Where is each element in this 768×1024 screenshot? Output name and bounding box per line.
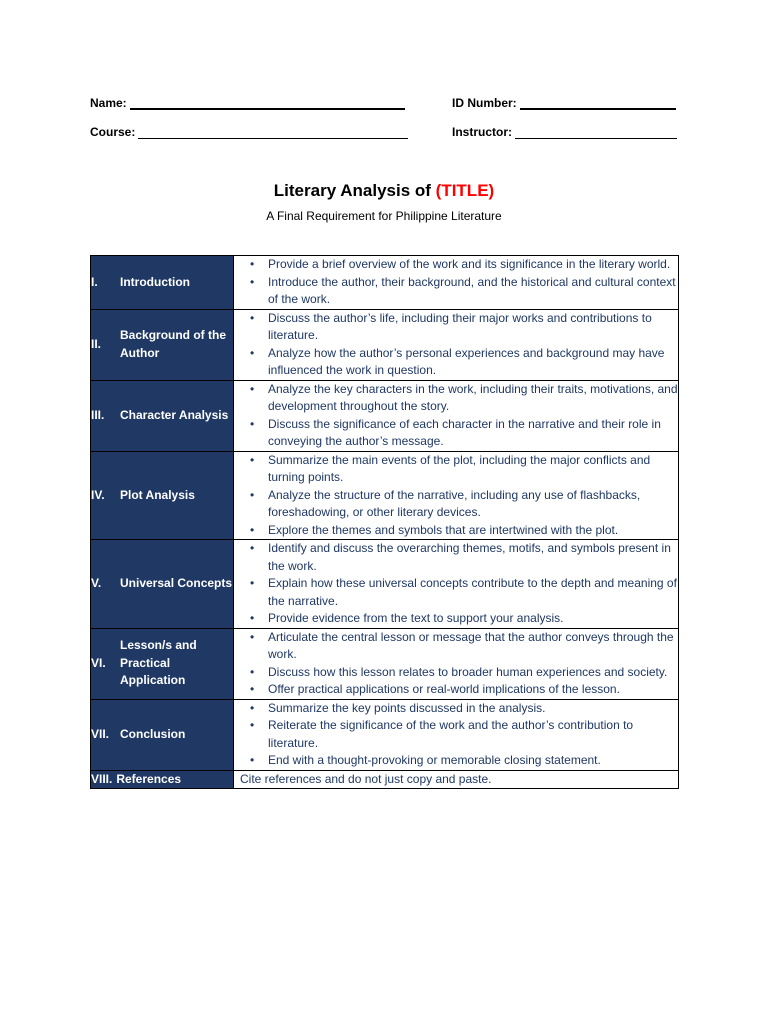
list-item: • Discuss the author’s life, including their major works and contributions to literature.	[268, 310, 678, 345]
section-content-cell	[234, 380, 679, 451]
table-row	[91, 540, 679, 629]
section-heading	[91, 726, 233, 744]
section-content-cell	[234, 309, 679, 380]
section-heading-cell	[91, 628, 234, 699]
list-item: • Summarize the key points discussed in the analysis.	[268, 700, 678, 718]
list-item: • Discuss how this lesson relates to broader human experiences and society.	[268, 664, 678, 682]
table-row	[91, 699, 679, 770]
analysis-outline-table	[90, 255, 679, 789]
title-placeholder: (TITLE)	[435, 181, 495, 200]
list-item: • Summarize the main events of the plot, including the major conflicts and turning points.	[268, 452, 678, 487]
section-content-cell	[234, 770, 679, 789]
id-number-label: ID Number:	[452, 96, 517, 110]
document-subtitle: A Final Requirement for Philippine Literature	[266, 209, 502, 223]
name-label: Name:	[90, 96, 127, 110]
document-title	[0, 181, 768, 201]
section-heading-cell	[91, 380, 234, 451]
id-number-field[interactable]	[452, 94, 676, 110]
id-number-blank-line[interactable]	[520, 96, 676, 110]
section-label: References	[116, 771, 182, 786]
table-row	[91, 628, 679, 699]
course-blank-line[interactable]	[138, 126, 408, 139]
bullet-list	[234, 310, 678, 380]
section-heading	[91, 327, 233, 362]
bullet-list	[234, 256, 678, 309]
section-label: Introduction	[120, 274, 190, 289]
section-number: VIII.	[91, 771, 113, 786]
bullet-list	[234, 381, 678, 451]
section-label: Universal Concepts	[120, 576, 233, 590]
section-heading-cell	[91, 256, 234, 310]
bullet-list	[234, 629, 678, 699]
section-number: II.	[91, 336, 102, 351]
section-content-cell	[234, 451, 679, 540]
instructor-blank-line[interactable]	[515, 126, 677, 139]
section-content-cell	[234, 628, 679, 699]
bullet-list	[234, 700, 678, 770]
section-number: VI.	[91, 655, 106, 670]
list-item: • Identify and discuss the overarching themes, motifs, and symbols present in the work.	[268, 540, 678, 575]
section-heading-cell	[91, 699, 234, 770]
section-heading	[91, 637, 233, 690]
list-item: • Provide a brief overview of the work and its significance in the literary world.	[268, 256, 678, 274]
list-item: • Provide evidence from the text to support your analysis.	[268, 610, 678, 628]
section-heading	[91, 407, 233, 425]
title-prefix: Literary Analysis of	[273, 181, 436, 200]
section-label: Background of the Author	[120, 328, 227, 360]
list-item: • Explain how these universal concepts contribute to the depth and meaning of the narrative.	[268, 575, 678, 610]
instructor-field[interactable]	[452, 123, 677, 139]
section-heading	[91, 771, 233, 789]
course-field[interactable]	[90, 123, 408, 139]
section-label: Lesson/s and Practical Application	[120, 638, 197, 688]
section-label: Conclusion	[120, 726, 186, 741]
list-item: • Explore the themes and symbols that are intertwined with the plot.	[268, 522, 678, 540]
list-item: • Reiterate the significance of the work and the author’s contribution to literature.	[268, 717, 678, 752]
table-row	[91, 309, 679, 380]
section-heading-cell	[91, 770, 234, 789]
list-item: • Articulate the central lesson or message that the author conveys through the work.	[268, 629, 678, 664]
table-row	[91, 380, 679, 451]
section-label: Plot Analysis	[120, 487, 195, 502]
table-row	[91, 256, 679, 310]
bullet-list	[234, 540, 678, 628]
section-label: Character Analysis	[120, 407, 229, 422]
table-row	[91, 770, 679, 789]
section-content-cell	[234, 540, 679, 629]
section-heading-cell	[91, 451, 234, 540]
section-number: VII.	[91, 726, 110, 741]
course-label: Course:	[90, 125, 136, 139]
section-heading	[91, 487, 233, 505]
list-item: • Offer practical applications or real-world implications of the lesson.	[268, 681, 678, 699]
section-heading	[91, 274, 233, 292]
section-heading-cell	[91, 540, 234, 629]
references-text: Cite references and do not just copy and paste.	[240, 771, 492, 786]
list-item: • Analyze the structure of the narrative, including any use of flashbacks, foreshadowing, or other literary devices.	[268, 487, 678, 522]
list-item: • Discuss the significance of each character in the narrative and their role in conveying the author’s message.	[268, 416, 678, 451]
list-item: • Analyze the key characters in the work, including their traits, motivations, and development throughout the story.	[268, 381, 678, 416]
section-content-cell	[234, 256, 679, 310]
table-row	[91, 451, 679, 540]
list-item: • Introduce the author, their background, and the historical and cultural context of the work.	[268, 274, 678, 309]
list-item: • Analyze how the author’s personal experiences and background may have influenced the work in question.	[268, 345, 678, 380]
list-item: • End with a thought-provoking or memorable closing statement.	[268, 752, 678, 770]
section-heading	[91, 575, 233, 593]
section-number: V.	[91, 576, 102, 590]
instructor-label: Instructor:	[452, 125, 512, 139]
name-field[interactable]	[90, 94, 405, 110]
bullet-list	[234, 452, 678, 540]
section-number: I.	[91, 274, 98, 289]
section-heading-cell	[91, 309, 234, 380]
name-blank-line[interactable]	[130, 96, 405, 110]
section-number: III.	[91, 407, 105, 422]
section-content-cell	[234, 699, 679, 770]
section-number: IV.	[91, 487, 105, 502]
